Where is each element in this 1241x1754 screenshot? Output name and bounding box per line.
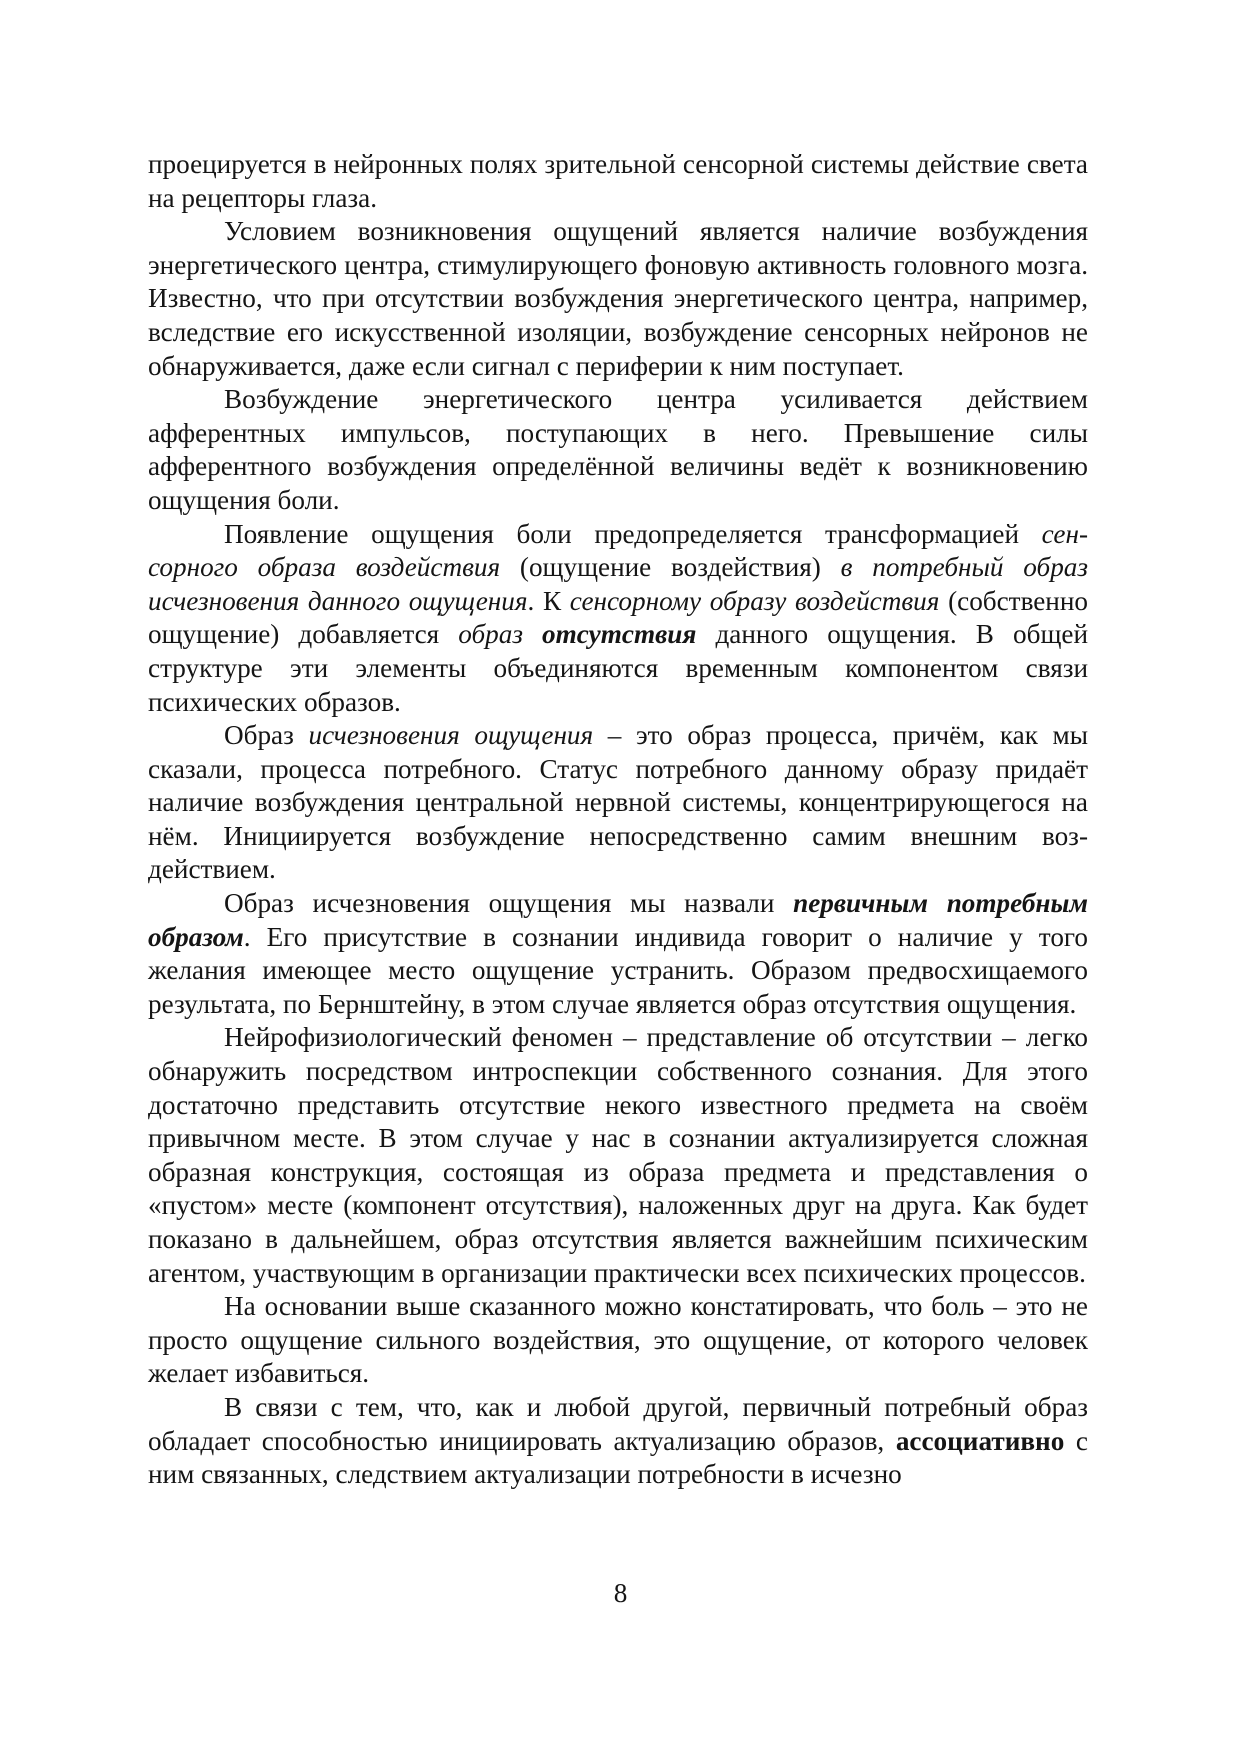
bold-italic-term: отсутствия xyxy=(542,619,697,650)
text-run: – это образ процесса, причём, как мы сказали, процесса потребного. Статус потребного данному образу придаёт наличие возбуждения центральной нервной системы, концентрирующегося на нём. Инициируется возбуждение непосредственно самим внешним воздействием. xyxy=(148,720,1088,885)
text-run: Нейрофизиологический феномен – представление об отсутствии – легко обнаружить посредством интроспекции собственного сознания. Для этого достаточно представить отсутствие некого известного предмета на своём привычном месте. В этом случае у нас в сознании актуализируется сложная образная конструкция, состоящая из образа предмета и представления о «пустом» месте (компонент отсутствия), наложенных друг на друга. Как будет показано в дальнейшем, образ отсутствия является важнейшим психическим агентом, участвующим в организации практически всех психических процессов. xyxy=(148,1022,1088,1288)
page-number: 8 xyxy=(613,1578,628,1608)
paragraph xyxy=(148,887,1088,1021)
italic-term: исчезновения ощущения xyxy=(308,720,594,751)
paragraph xyxy=(148,215,1088,383)
paragraph xyxy=(148,719,1088,887)
text-run: (ощущение воздействия) xyxy=(500,552,841,583)
page-body xyxy=(148,148,1088,1492)
paragraph xyxy=(148,148,1088,215)
text-run: В связи с тем, что, как и любой другой, первичный потребный образ обладает способностью инициировать актуализацию образов, xyxy=(148,1391,1088,1456)
text-run: проецируется в нейронных полях зрительной сенсорной системы действие света на рецепторы глаза. xyxy=(148,149,1088,213)
text-run: Образ xyxy=(224,720,309,751)
text-run: . К xyxy=(527,585,570,616)
paragraph xyxy=(148,1021,1088,1290)
bold-term: ассоциативно xyxy=(895,1425,1065,1456)
text-run: (собственно ощущение) добавляется xyxy=(148,585,1089,650)
text-run: На основании выше сказанного можно констатировать, что боль – это не просто ощущение сильного воздействия, это ощущение, от которого человек желает избавиться. xyxy=(148,1291,1088,1389)
text-run: Условием возникновения ощущений является наличие возбуждения энергетического центра, стимулирующего фоновую активность головного мозга. Известно, что при отсутствии возбуждения энергетического центра, например, вследствие его искусственной изоляции, возбуждение сенсорных нейронов не обнаруживается, даже если сигнал с периферии к ним поступает. xyxy=(148,216,1088,381)
paragraph xyxy=(148,1290,1088,1391)
paragraph xyxy=(148,383,1088,517)
italic-term: в потребный образ исчезновения данного ощущения xyxy=(148,552,1089,616)
text-run: Возбуждение энергетического центра усиливается действием афферентных импульсов, поступающих в него. Превышение силы афферентного возбуждения определённой величины ведёт к возникновению ощущения боли. xyxy=(148,384,1088,515)
paragraph xyxy=(148,1391,1088,1492)
italic-term: сенсорному образу воздействия xyxy=(569,585,940,616)
paragraph xyxy=(148,518,1088,720)
italic-term: сенсорного образа воздействия xyxy=(148,518,1088,583)
text-run: Появление ощущения боли предопределяется трансформацией xyxy=(224,518,1042,549)
text-run: данного ощущения. В общей структуре эти элементы объединяются временным компонентом связи психических образов. xyxy=(148,619,1089,717)
italic-term: образ xyxy=(458,619,543,650)
text-run: с ним связанных, следствием актуализации потребности в исчезно xyxy=(148,1425,1088,1490)
bold-italic-term: первичным потребным образом xyxy=(148,888,1089,952)
text-run: . Его присутствие в сознании индивида говорит о наличие у того желания имеющее место ощущение устранить. Образом предвосхищаемого результата, по Бернштейну, в этом случае является образ отсутствия ощущения. xyxy=(148,921,1088,1019)
text-run: Образ исчезновения ощущения мы назвали xyxy=(224,888,794,919)
